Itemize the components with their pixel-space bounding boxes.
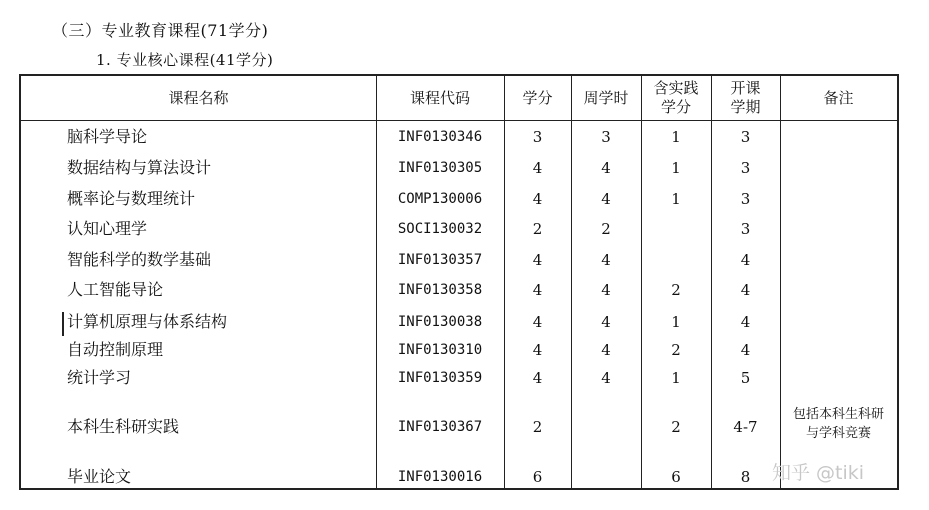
- practice-credit-cell: 2: [671, 418, 681, 436]
- header-divider: [21, 120, 897, 121]
- course-name-cell: 自动控制原理: [67, 340, 164, 359]
- weekly-hours-cell: 4: [601, 313, 611, 331]
- practice-credit-cell: 1: [671, 128, 681, 146]
- weekly-hours-cell: 4: [601, 251, 611, 269]
- course-name-cell: 人工智能导论: [67, 280, 164, 299]
- credit-cell: 4: [532, 341, 543, 359]
- course-code-cell: INF0130310: [397, 342, 483, 358]
- watermark: 知乎 @tiki: [772, 462, 865, 484]
- weekly-hours-cell: 4: [601, 369, 611, 387]
- weekly-hours-cell: 4: [601, 281, 611, 299]
- scan-rule-fragment: [897, 262, 899, 292]
- credit-cell: 2: [532, 418, 543, 436]
- term-cell: 5: [740, 369, 751, 387]
- term-cell: 3: [740, 159, 751, 177]
- course-code-cell: SOCI130032: [397, 221, 483, 237]
- credit-cell: 4: [532, 159, 543, 177]
- course-code-cell: INF0130016: [397, 469, 483, 485]
- credit-cell: 4: [532, 281, 543, 299]
- course-name-cell: 认知心理学: [67, 219, 148, 238]
- credit-cell: 4: [532, 190, 543, 208]
- header-weekly-hours: 周学时: [583, 88, 629, 107]
- credit-cell: 4: [532, 251, 543, 269]
- course-code-cell: INF0130038: [397, 314, 483, 330]
- credit-cell: 3: [532, 128, 543, 146]
- course-code-cell: INF0130357: [397, 252, 483, 268]
- weekly-hours-cell: 4: [601, 190, 611, 208]
- course-code-cell: INF0130358: [397, 282, 483, 298]
- scan-rule-fragment: [897, 138, 899, 160]
- term-cell: 4: [740, 251, 751, 269]
- weekly-hours-cell: 4: [601, 159, 611, 177]
- course-code-cell: INF0130305: [397, 160, 483, 176]
- credit-cell: 4: [532, 369, 543, 387]
- term-cell: 3: [740, 128, 751, 146]
- practice-credit-cell: 6: [671, 468, 681, 486]
- course-name-cell: 智能科学的数学基础: [67, 250, 212, 269]
- term-cell: 3: [740, 190, 751, 208]
- scan-rule-fragment: [897, 306, 899, 336]
- header-practice-credit: 含实践 学分: [653, 79, 699, 116]
- credit-cell: 2: [532, 220, 543, 238]
- term-cell: 3: [740, 220, 751, 238]
- header-term: 开课 学期: [730, 79, 761, 116]
- term-cell: 4: [740, 281, 751, 299]
- weekly-hours-cell: 2: [601, 220, 611, 238]
- scan-rule-fragment: [62, 312, 64, 336]
- credit-cell: 6: [532, 468, 543, 486]
- subsection-title: 1. 专业核心课程(41学分): [96, 51, 274, 69]
- section-title: （三）专业教育课程(71学分): [52, 21, 269, 40]
- course-table: [19, 74, 899, 490]
- course-code-cell: INF0130346: [397, 129, 483, 145]
- course-name-cell: 数据结构与算法设计: [67, 158, 212, 177]
- course-name-cell: 概率论与数理统计: [67, 189, 196, 208]
- credit-cell: 4: [532, 313, 543, 331]
- course-code-cell: INF0130367: [397, 419, 483, 435]
- weekly-hours-cell: 4: [601, 341, 611, 359]
- header-course-name: 课程名称: [168, 88, 229, 107]
- practice-credit-cell: 1: [671, 159, 681, 177]
- term-cell: 4: [740, 313, 751, 331]
- course-name-cell: 脑科学导论: [67, 127, 148, 146]
- header-course-code: 课程代码: [409, 88, 470, 107]
- term-cell: 4: [740, 341, 751, 359]
- practice-credit-cell: 1: [671, 190, 681, 208]
- term-cell: 4-7: [733, 418, 758, 436]
- course-code-cell: INF0130359: [397, 370, 483, 386]
- practice-credit-cell: 2: [671, 341, 681, 359]
- header-credit: 学分: [522, 88, 553, 107]
- practice-credit-cell: 1: [671, 369, 681, 387]
- header-remarks: 备注: [823, 88, 854, 107]
- course-name-cell: 统计学习: [67, 368, 132, 387]
- practice-credit-cell: 1: [671, 313, 681, 331]
- weekly-hours-cell: 3: [601, 128, 611, 146]
- course-name-cell: 毕业论文: [67, 467, 132, 486]
- practice-credit-cell: 2: [671, 281, 681, 299]
- course-name-cell: 本科生科研实践: [67, 417, 180, 436]
- course-code-cell: COMP130006: [397, 191, 483, 207]
- course-name-cell: 计算机原理与体系结构: [67, 312, 228, 331]
- remarks-cell: 包括本科生科研 与学科竞赛: [792, 407, 884, 441]
- term-cell: 8: [740, 468, 751, 486]
